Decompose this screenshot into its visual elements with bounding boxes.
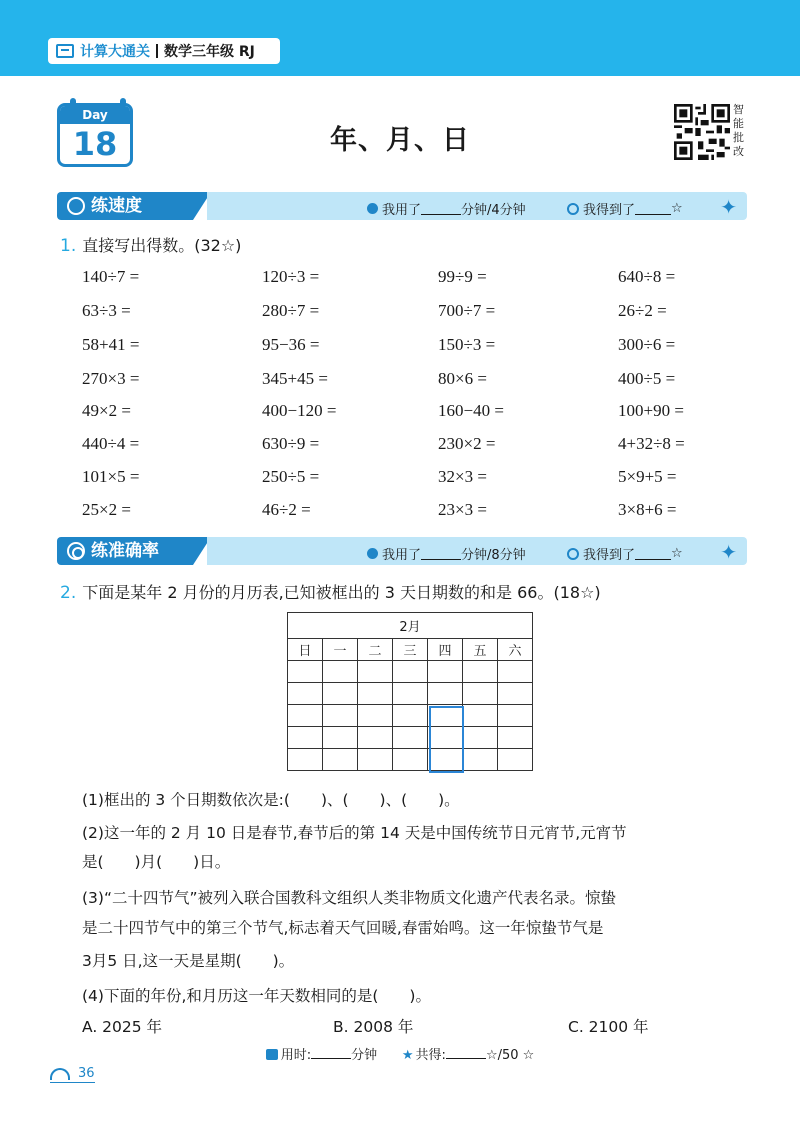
calc-item: 270×3 = <box>82 369 140 388</box>
weekday-header: 二 <box>358 639 393 661</box>
day-cell[interactable] <box>393 749 428 771</box>
calc-item: 5×9+5 = <box>618 467 677 486</box>
calc-item: 101×5 = <box>82 467 140 486</box>
day-cell[interactable] <box>393 661 428 683</box>
time-blank[interactable] <box>421 548 461 560</box>
divider <box>156 44 158 58</box>
sub-question-3: (3)“二十四节气”被列入联合国教科文组织人类非物质文化遗产代表名录。惊蛰 <box>82 889 617 907</box>
check-icon <box>567 203 579 215</box>
day-cell[interactable] <box>358 683 393 705</box>
calc-item: 250÷5 = <box>262 467 320 486</box>
question-2: 2. 下面是某年 2 月份的月历表,已知被框出的 3 天日期数的和是 66。(18☆) <box>60 583 601 603</box>
calc-item: 49×2 = <box>82 401 131 420</box>
footer-summary: 用时: 分钟 ★ 共得: ☆/50 ☆ <box>0 1044 800 1063</box>
calc-item: 400−120 = <box>262 401 337 420</box>
calc-item: 3×8+6 = <box>618 500 677 519</box>
book-icon <box>266 1049 278 1060</box>
weekday-header: 五 <box>463 639 498 661</box>
day-cell[interactable] <box>323 683 358 705</box>
qr-caption: 智 能 批 改 <box>733 103 744 158</box>
qr-code-icon[interactable] <box>674 104 730 160</box>
option-b[interactable]: B. 2008 年 <box>333 1018 414 1036</box>
timer-icon <box>367 203 378 214</box>
calc-item: 23×3 = <box>438 500 487 519</box>
score-blank[interactable] <box>446 1047 486 1059</box>
calendar-title: 2月 <box>288 613 533 639</box>
day-cell[interactable] <box>358 727 393 749</box>
calc-item: 640÷8 = <box>618 267 676 286</box>
calc-item: 63÷3 = <box>82 301 131 320</box>
accuracy-section-bar <box>57 537 747 565</box>
calc-item: 400÷5 = <box>618 369 676 388</box>
timer-icon <box>367 548 378 559</box>
book-icon <box>56 44 74 58</box>
day-cell[interactable] <box>323 705 358 727</box>
day-cell[interactable] <box>288 727 323 749</box>
speed-section-bar <box>57 192 747 220</box>
calc-item: 230×2 = <box>438 434 496 453</box>
check-icon <box>567 548 579 560</box>
day-cell[interactable] <box>323 727 358 749</box>
highlighted-frame <box>429 706 464 773</box>
day-cell[interactable] <box>393 727 428 749</box>
day-cell[interactable] <box>498 661 533 683</box>
day-cell[interactable] <box>463 661 498 683</box>
weekday-header: 六 <box>498 639 533 661</box>
sub-question-1: (1)框出的 3 个日期数依次是:( )、( )、( )。 <box>82 791 460 809</box>
calc-item: 58+41 = <box>82 335 140 354</box>
day-cell[interactable] <box>498 749 533 771</box>
day-cell[interactable] <box>463 705 498 727</box>
star-icon: ★ <box>401 1048 414 1063</box>
calc-item: 700÷7 = <box>438 301 496 320</box>
sun-icon <box>50 1068 70 1080</box>
day-cell[interactable] <box>288 749 323 771</box>
calc-item: 4+32÷8 = <box>618 434 685 453</box>
calc-item: 120÷3 = <box>262 267 320 286</box>
day-cell[interactable] <box>498 705 533 727</box>
day-cell[interactable] <box>463 683 498 705</box>
day-cell[interactable] <box>393 683 428 705</box>
day-label: Day <box>60 106 130 124</box>
sub-question-3-end: 3月5 日,这一天是星期( )。 <box>82 952 295 970</box>
score-earned: 我得到了 ☆ <box>567 199 683 218</box>
calc-item: 300÷6 = <box>618 335 676 354</box>
day-number: 18 <box>72 125 118 163</box>
calc-item: 46÷2 = <box>262 500 311 519</box>
calc-item: 25×2 = <box>82 500 131 519</box>
day-cell[interactable] <box>463 727 498 749</box>
calc-item: 345+45 = <box>262 369 328 388</box>
stopwatch-icon <box>67 197 85 215</box>
day-cell[interactable] <box>393 705 428 727</box>
option-c[interactable]: C. 2100 年 <box>568 1018 649 1036</box>
calc-item: 630÷9 = <box>262 434 320 453</box>
day-cell[interactable] <box>498 683 533 705</box>
sub-question-4: (4)下面的年份,和月历这一年天数相同的是( )。 <box>82 987 431 1005</box>
february-calendar <box>287 612 533 771</box>
score-blank[interactable] <box>635 203 671 215</box>
day-cell[interactable] <box>323 749 358 771</box>
book-title-pill <box>48 38 280 64</box>
calc-item: 140÷7 = <box>82 267 140 286</box>
page-number: 36 <box>50 1066 95 1083</box>
weekday-header: 四 <box>428 639 463 661</box>
day-cell[interactable] <box>428 661 463 683</box>
day-cell[interactable] <box>323 661 358 683</box>
option-a[interactable]: A. 2025 年 <box>82 1018 163 1036</box>
day-cell[interactable] <box>463 749 498 771</box>
day-cell[interactable] <box>428 683 463 705</box>
time-used: 我用了 分钟/4分钟 <box>367 199 526 218</box>
time-used: 我用了 分钟/8分钟 <box>367 544 526 563</box>
weekday-header: 三 <box>393 639 428 661</box>
target-icon <box>67 542 85 560</box>
time-blank[interactable] <box>421 203 461 215</box>
speed-section-tab: 练速度 <box>57 192 193 220</box>
calc-item: 80×6 = <box>438 369 487 388</box>
day-cell[interactable] <box>288 705 323 727</box>
time-blank[interactable] <box>311 1047 351 1059</box>
calc-item: 95−36 = <box>262 335 320 354</box>
day-cell[interactable] <box>288 661 323 683</box>
score-earned: 我得到了 ☆ <box>567 544 683 563</box>
accuracy-section-tab: 练准确率 <box>57 537 193 565</box>
question-1: 1. 直接写出得数。(32☆) <box>60 236 242 256</box>
weekday-header: 日 <box>288 639 323 661</box>
day-cell[interactable] <box>358 705 393 727</box>
day-cell[interactable] <box>358 661 393 683</box>
sub-question-2-cont: 是( )月( )日。 <box>82 853 231 871</box>
day-cell[interactable] <box>288 683 323 705</box>
day-cell[interactable] <box>498 727 533 749</box>
calc-item: 150÷3 = <box>438 335 496 354</box>
calc-item: 280÷7 = <box>262 301 320 320</box>
day-cell[interactable] <box>358 749 393 771</box>
weekday-header: 一 <box>323 639 358 661</box>
calc-item: 100+90 = <box>618 401 684 420</box>
subject-label: 数学三年级 RJ <box>164 44 255 60</box>
calc-item: 160−40 = <box>438 401 504 420</box>
page-title: 年、月、日 <box>330 125 470 156</box>
sub-question-2: (2)这一年的 2 月 10 日是春节,春节后的第 14 天是中国传统节日元宵节,元宵节 <box>82 824 627 842</box>
star-decoration-icon: ✦ <box>720 195 737 219</box>
calc-item: 32×3 = <box>438 467 487 486</box>
sub-question-3-cont: 是二十四节气中的第三个节气,标志着天气回暖,春雷始鸣。这一年惊蛰节气是 <box>82 919 604 937</box>
calc-item: 440÷4 = <box>82 434 140 453</box>
calc-item: 99÷9 = <box>438 267 487 286</box>
calc-item: 26÷2 = <box>618 301 667 320</box>
book-title: 计算大通关 <box>80 44 150 60</box>
star-decoration-icon: ✦ <box>720 540 737 564</box>
top-banner <box>0 0 800 76</box>
score-blank[interactable] <box>635 548 671 560</box>
